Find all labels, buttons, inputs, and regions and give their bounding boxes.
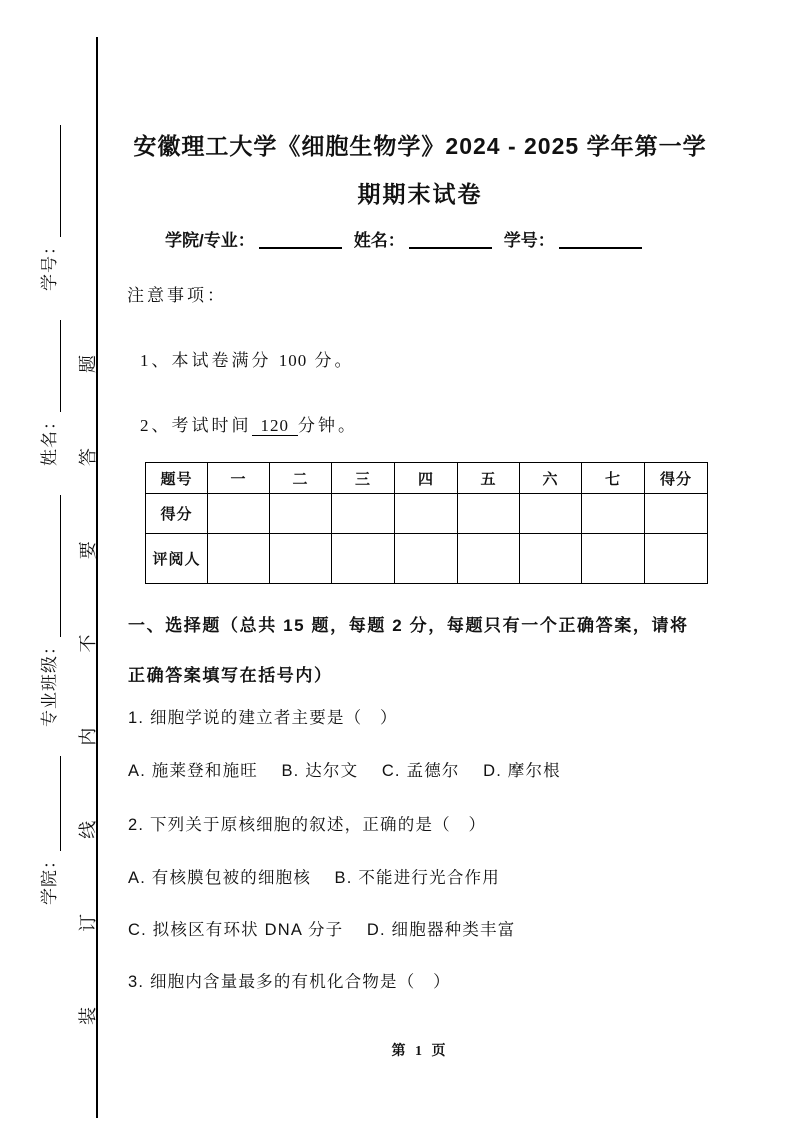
college-major-blank — [259, 227, 342, 249]
note2-suffix: 分钟。 — [298, 416, 358, 435]
sidebar-field-student-id — [39, 125, 61, 291]
sidebar-field-class — [39, 495, 61, 727]
table-empty-cell — [645, 534, 708, 584]
student-id-blank — [559, 227, 642, 249]
reviewer-row-label: 评阅人 — [146, 534, 208, 584]
score-table — [145, 462, 708, 584]
table-empty-cell — [458, 534, 520, 584]
section1-heading-line2: 正确答案填写在括号内） — [128, 666, 333, 685]
notes-heading: 注意事项： — [127, 286, 227, 305]
binding-char: 内 — [78, 727, 98, 746]
sidebar-class-blank — [40, 495, 61, 637]
score-row-label: 得分 — [146, 494, 208, 534]
sidebar-student-fields — [31, 125, 61, 905]
table-empty-cell — [395, 494, 458, 534]
binding-char: 线 — [78, 820, 98, 839]
note1-text: 1、本试卷满分 — [140, 351, 279, 370]
sidebar-student-id-blank — [40, 125, 61, 237]
sidebar-class-label: 专业班级： — [40, 637, 59, 727]
table-header-cell: 题号 — [146, 463, 208, 494]
table-empty-cell — [582, 534, 645, 584]
name-label: 姓名： — [353, 231, 405, 250]
sidebar-field-college — [39, 756, 61, 905]
student-id-label: 学号： — [503, 231, 555, 250]
table-empty-cell — [332, 494, 395, 534]
note1-suffix: 分。 — [307, 351, 355, 370]
binding-char: 装 — [78, 1007, 98, 1025]
binding-char: 要 — [78, 541, 98, 560]
note-item-2 — [140, 411, 358, 436]
name-blank — [409, 227, 492, 249]
student-info-line — [165, 226, 725, 251]
note2-text: 2、考试时间 — [140, 416, 252, 435]
table-empty-cell — [332, 534, 395, 584]
binding-char: 答 — [78, 448, 98, 467]
table-empty-cell — [645, 494, 708, 534]
college-major-label: 学院/专业： — [165, 231, 255, 250]
table-header-cell: 得分 — [645, 463, 708, 494]
question-1: 1. 细胞学说的建立者主要是（ ） — [128, 709, 398, 727]
table-header-cell: 六 — [520, 463, 582, 494]
note2-exam-minutes: 120 — [252, 416, 299, 436]
binding-char: 订 — [78, 913, 98, 932]
binding-warning-text — [75, 355, 99, 1025]
table-empty-cell — [208, 534, 270, 584]
table-empty-cell — [395, 534, 458, 584]
question-1-options: A. 施莱登和施旺 B. 达尔文 C. 孟德尔 D. 摩尔根 — [128, 762, 561, 780]
exam-title-line1: 安徽理工大学《细胞生物学》2024 - 2025 学年第一学 — [133, 133, 707, 159]
reviewer-row — [146, 534, 708, 584]
question-2-options-ab: A. 有核膜包被的细胞核 B. 不能进行光合作用 — [128, 869, 500, 887]
question-2-options-cd: C. 拟核区有环状 DNA 分子 D. 细胞器种类丰富 — [128, 921, 516, 939]
note-item-1 — [140, 346, 355, 371]
table-empty-cell — [208, 494, 270, 534]
sidebar-college-label: 学院： — [40, 851, 59, 905]
sidebar-name-blank — [40, 320, 61, 412]
section1-heading-line1: 一、选择题（总共 15 题，每题 2 分，每题只有一个正确答案，请将 — [128, 616, 689, 635]
table-header-cell: 二 — [270, 463, 332, 494]
binding-char: 题 — [78, 355, 98, 374]
table-header-cell: 三 — [332, 463, 395, 494]
table-header-cell: 五 — [458, 463, 520, 494]
binding-char: 不 — [78, 634, 98, 653]
table-header-cell: 四 — [395, 463, 458, 494]
page-number: 第 1 页 — [391, 1044, 449, 1059]
table-empty-cell — [520, 494, 582, 534]
exam-title-line2: 期期末试卷 — [357, 181, 483, 207]
question-2: 2. 下列关于原核细胞的叙述，正确的是（ ） — [128, 816, 487, 834]
table-empty-cell — [270, 534, 332, 584]
table-empty-cell — [270, 494, 332, 534]
table-empty-cell — [520, 534, 582, 584]
table-empty-cell — [458, 494, 520, 534]
score-table-header-row — [146, 463, 708, 494]
table-header-cell: 七 — [582, 463, 645, 494]
sidebar-college-blank — [40, 756, 61, 851]
table-empty-cell — [582, 494, 645, 534]
score-row — [146, 494, 708, 534]
question-3: 3. 细胞内含量最多的有机化合物是（ ） — [128, 973, 451, 991]
sidebar-name-label: 姓名： — [40, 412, 59, 466]
note1-total-score: 100 — [278, 351, 308, 370]
table-header-cell: 一 — [208, 463, 270, 494]
sidebar-field-name — [39, 320, 61, 466]
sidebar-student-id-label: 学号： — [40, 237, 59, 291]
title-block — [100, 128, 740, 209]
